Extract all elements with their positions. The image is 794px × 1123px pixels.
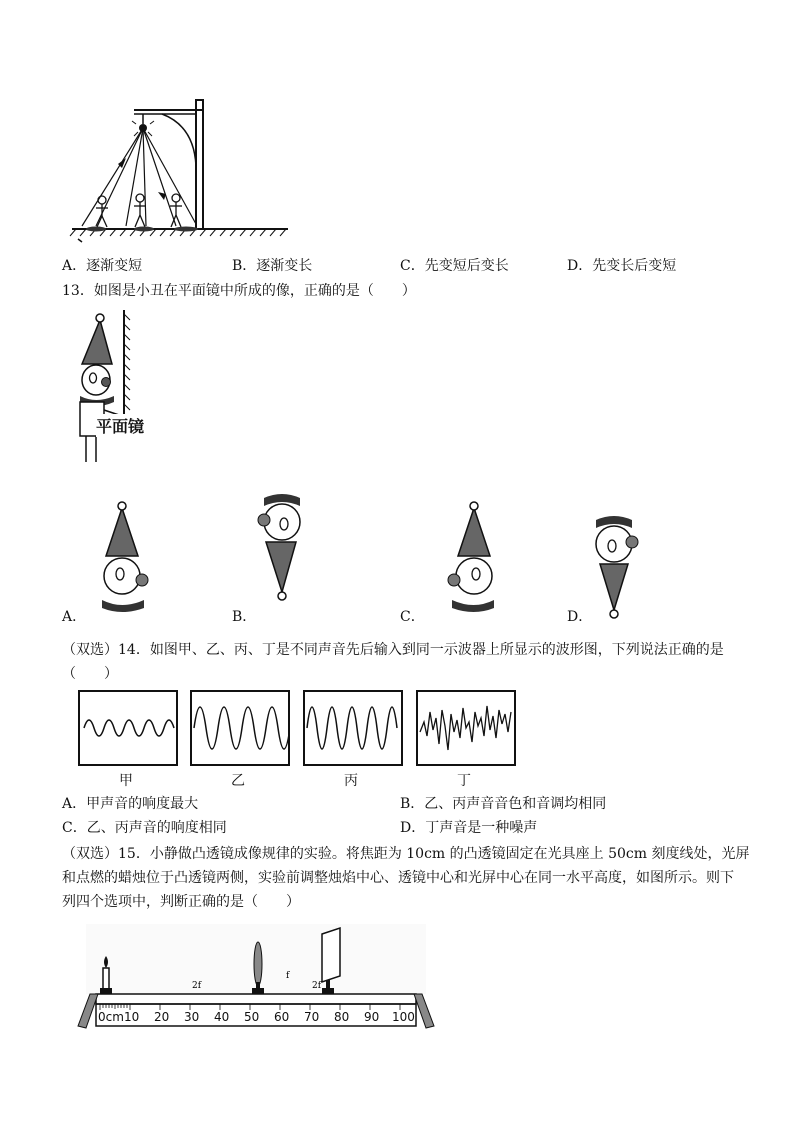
q14-stem-line1: （双选）14．如图甲、乙、丙、丁是不同声音先后输入到同一示波器上所显示的波形图，下列说法正确的是 [62,642,724,658]
q13-option-b: B． [232,609,257,625]
mirror-label: 平面镜 [96,414,144,437]
wave-label-ding: 丁 [457,773,471,789]
ruler-tick-labels [100,1010,420,1026]
q14-stem-line2: （ ） [62,666,118,682]
q12-option-c: C．先变短后变长 [400,258,509,274]
ruler-label-80: 80 [334,1010,350,1024]
q13-option-a-figure [96,500,160,616]
ruler-label-40: 40 [214,1010,230,1024]
q15-stem-line3: 列四个选项中，判断正确的是（ ） [62,894,300,910]
q13-option-b-figure [246,488,310,604]
q12-option-b: B．逐渐变长 [232,258,313,274]
q13-option-a: A． [62,609,87,625]
q14-option-d: D．丁声音是一种噪声 [400,820,538,836]
wave-label-yi: 乙 [231,773,245,789]
q13-option-d-figure [588,510,652,626]
q13-stem: 13．如图是小丑在平面镜中所成的像，正确的是（ ） [62,283,416,299]
ruler-label-30: 30 [184,1010,200,1024]
q14-option-b: B．乙、丙声音音色和音调均相同 [400,796,607,812]
ruler-label-70: 70 [304,1010,320,1024]
q12-option-d: D．先变长后变短 [567,258,677,274]
ruler-label-90: 90 [364,1010,380,1024]
q13-option-c-figure [436,500,500,616]
q15-stem-line1: （双选）15．小静做凸透镜成像规律的实验。将焦距为 10cm 的凸透镜固定在光具座上 50cm 刻度线处，光屏 [62,846,750,862]
ruler-label-60: 60 [274,1010,290,1024]
ruler-label-100: 100 [392,1010,415,1024]
waveform-ding [416,690,516,766]
optical-bench-figure [76,920,442,1032]
svg-text:2f: 2f [312,981,322,991]
ruler-label-20: 20 [154,1010,170,1024]
ruler-label-50: 50 [244,1010,260,1024]
q13-clown-mirror-figure [74,306,154,466]
ruler-label-10: 10 [124,1010,140,1024]
q12-figure [66,96,296,246]
wave-label-bing: 丙 [344,773,358,789]
svg-text:f: f [286,971,290,981]
q12-option-a: A．逐渐变短 [62,258,143,274]
ruler-label-0: 0cm [98,1010,124,1024]
q13-option-c: C． [400,609,425,625]
waveform-yi [190,690,290,766]
q14-option-a: A．甲声音的响度最大 [62,796,199,812]
q15-stem-line2: 和点燃的蜡烛位于凸透镜两侧，实验前调整烛焰中心、透镜中心和光屏中心在同一水平高度，如图所示。则下 [62,870,734,886]
q14-option-c: C．乙、丙声音的响度相同 [62,820,227,836]
q13-option-d: D． [567,609,593,625]
waveform-jia [78,690,178,766]
svg-text:2f: 2f [192,981,202,991]
wave-label-jia: 甲 [119,773,133,789]
waveform-bing [303,690,403,766]
